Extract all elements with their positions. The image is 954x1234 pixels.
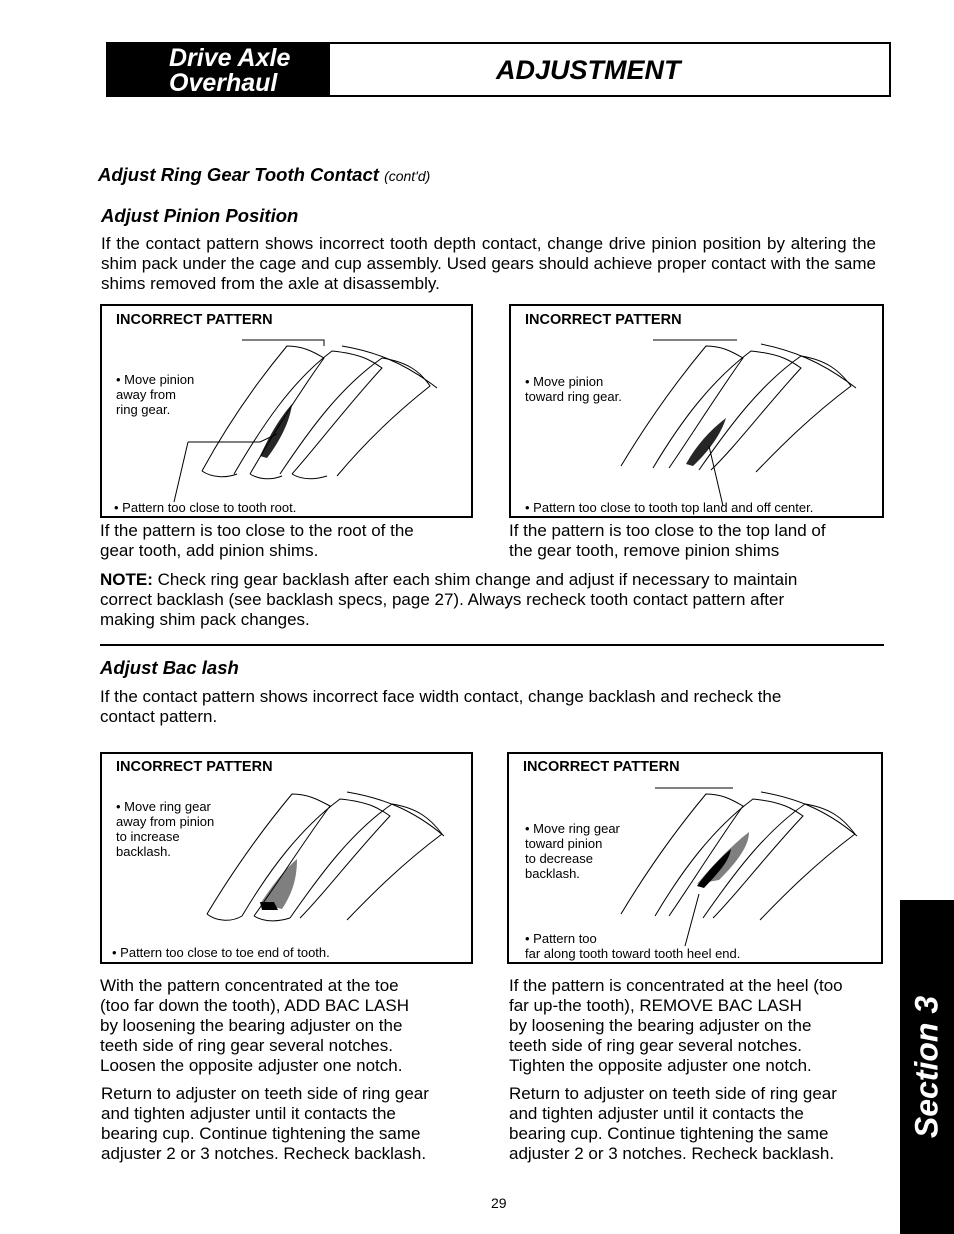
callout-line: away from pinion [116, 814, 215, 829]
text-line: (too far down the tooth), ADD BAC LASH [100, 996, 409, 1015]
text-line: teeth side of ring gear several notches. [100, 1036, 393, 1055]
text-line: Loosen the opposite adjuster one notch. [100, 1056, 403, 1075]
page-title: ADJUSTMENT [496, 55, 681, 85]
figure-pinion-toward [509, 304, 884, 518]
figure-title: INCORRECT PATTERN [116, 759, 273, 775]
note-line: making shim pack changes. [100, 610, 310, 629]
section-label [106, 42, 330, 97]
callout-line: • Move ring gear [525, 821, 620, 836]
backlash-text-right-2 [509, 1084, 837, 1164]
caption-line: gear tooth, add pinion shims. [100, 541, 319, 560]
text-line: teeth side of ring gear several notches. [509, 1036, 802, 1055]
text-line: With the pattern concentrated at the toe [100, 976, 399, 995]
callout-line: • Move pinion [116, 372, 195, 387]
page-number: 29 [491, 1195, 507, 1211]
note-line [100, 570, 797, 590]
text-line: bearing cup. Continue tightening the same [101, 1124, 421, 1143]
section-tab-label: Section 3 [908, 995, 945, 1139]
callout-line: • Move ring gear [116, 799, 211, 814]
note-line: correct backlash (see backlash specs, page 27). Always recheck tooth contact pattern after [100, 590, 785, 609]
figure-footer [525, 931, 740, 961]
gear-teeth-illustration [102, 754, 471, 962]
text-line: Return to adjuster on teeth side of ring gear [509, 1084, 837, 1103]
figure-backlash-increase [100, 752, 473, 964]
caption-line: If the pattern is too close to the top land of [509, 521, 826, 540]
main-heading [98, 164, 430, 186]
backlash-text-left-1 [100, 976, 409, 1076]
callout-line: to increase [116, 829, 180, 844]
pinion-intro: If the contact pattern shows incorrect tooth depth contact, change drive pinion position by altering the shim pack under the cage and cup assembly. Used gears should achieve proper contact with the same shims removed from the axle at disassembly. [101, 234, 876, 293]
figure-footer: • Pattern too close to tooth root. [114, 500, 297, 515]
figure-footer: • Pattern too close to toe end of tooth. [112, 945, 330, 960]
pinion-heading: Adjust Pinion Position [101, 205, 299, 226]
text-line: Tighten the opposite adjuster one notch. [509, 1056, 812, 1075]
callout-line: toward pinion [525, 836, 603, 851]
caption-line: If the pattern is too close to the root of the [100, 521, 414, 540]
note [100, 570, 797, 630]
text-line: adjuster 2 or 3 notches. Recheck backlash. [101, 1144, 427, 1163]
callout-line: backlash. [116, 844, 171, 859]
caption-line: the gear tooth, remove pinion shims [509, 541, 780, 560]
contact-pattern-mark [686, 418, 726, 466]
section-label-line2: Overhaul [169, 69, 278, 97]
text-line: Return to adjuster on teeth side of ring gear [101, 1084, 429, 1103]
figure-title: INCORRECT PATTERN [523, 759, 680, 775]
contact-pattern-shading [260, 859, 297, 909]
figure-title: INCORRECT PATTERN [525, 312, 682, 328]
intro-line: contact pattern. [100, 707, 218, 726]
callout-line: toward ring gear. [525, 389, 622, 404]
caption-left [100, 521, 414, 561]
text-line: by loosening the bearing adjuster on the [509, 1016, 812, 1035]
callout-line: backlash. [525, 866, 580, 881]
backlash-heading: Adjust Bac lash [100, 657, 239, 678]
caption-right [509, 521, 826, 561]
gear-teeth-illustration [511, 306, 882, 516]
section-label-line1: Drive Axle [169, 44, 291, 72]
gear-teeth-illustration [102, 306, 471, 516]
section-divider [100, 644, 884, 646]
text-line: by loosening the bearing adjuster on the [100, 1016, 403, 1035]
note-text: Check ring gear backlash after each shim change and adjust if necessary to maintain [157, 570, 798, 589]
text-line: adjuster 2 or 3 notches. Recheck backlash. [509, 1144, 835, 1163]
main-heading-suffix: (cont'd) [384, 168, 431, 184]
text-line: If the pattern is concentrated at the heel (too [509, 976, 843, 995]
text-line: and tighten adjuster until it contacts the [509, 1104, 804, 1123]
footer-line: • Pattern too [525, 931, 597, 946]
figure-title: INCORRECT PATTERN [116, 312, 273, 328]
backlash-intro [100, 687, 781, 727]
callout-line: to decrease [525, 851, 593, 866]
footer-line: far along tooth toward tooth heel end. [525, 946, 741, 961]
figure-backlash-decrease [507, 752, 883, 964]
contact-pattern-mark [260, 404, 292, 458]
intro-line: If the contact pattern shows incorrect face width contact, change backlash and recheck the [100, 687, 782, 706]
backlash-text-right-1 [509, 976, 843, 1076]
main-heading-text: Adjust Ring Gear Tooth Contact [98, 164, 379, 185]
backlash-text-left-2 [101, 1084, 429, 1164]
figure-pinion-away [100, 304, 473, 518]
text-line: far up-the tooth), REMOVE BAC LASH [509, 996, 802, 1015]
callout-line: away from [116, 387, 176, 402]
text-line: and tighten adjuster until it contacts the [101, 1104, 396, 1123]
callout-line: ring gear. [116, 402, 171, 417]
note-label: NOTE: [100, 570, 153, 589]
callout-line: • Move pinion [525, 374, 604, 389]
figure-footer: • Pattern too close to tooth top land and off center. [525, 500, 814, 515]
text-line: bearing cup. Continue tightening the same [509, 1124, 829, 1143]
